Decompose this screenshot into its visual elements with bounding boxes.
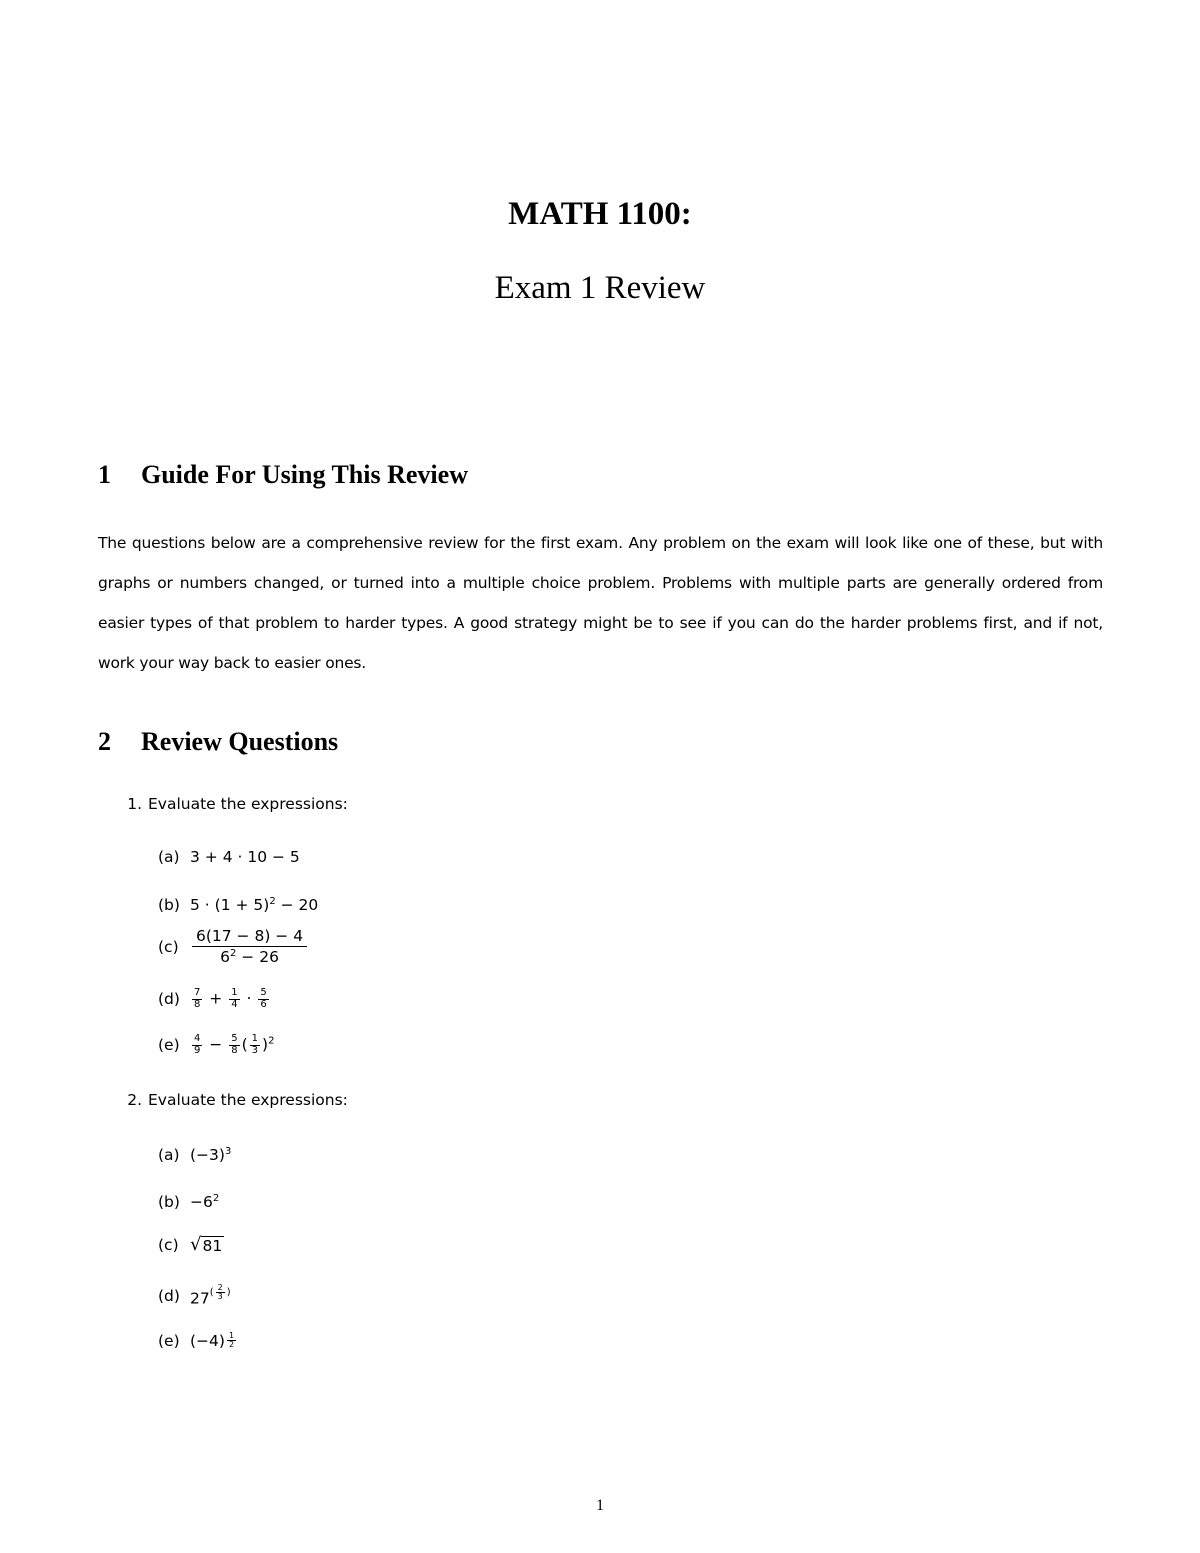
expression xyxy=(190,1034,274,1056)
numerator: 1 xyxy=(228,1331,235,1340)
part-label: (e) xyxy=(158,1332,180,1350)
numerator: 1 xyxy=(231,987,238,998)
close-paren: ) xyxy=(262,1035,269,1054)
section-heading-guide xyxy=(98,460,468,490)
exponent: 2 xyxy=(269,896,276,907)
denominator: 3 xyxy=(217,1292,223,1302)
denominator-base: 6 xyxy=(220,948,230,967)
expression xyxy=(190,988,271,1010)
expression xyxy=(190,896,318,914)
denominator: 3 xyxy=(251,1044,259,1056)
expression-base: −6 xyxy=(190,1193,213,1211)
expression xyxy=(190,1146,231,1164)
fraction xyxy=(216,1284,225,1302)
part-label: (b) xyxy=(158,1193,180,1211)
document-subtitle: Exam 1 Review xyxy=(494,270,706,306)
numerator: 7 xyxy=(194,987,201,998)
expression-base: 5 · (1 + 5) xyxy=(190,896,270,914)
exponent xyxy=(210,1284,231,1302)
denominator: 6 xyxy=(260,998,267,1010)
exponent: 2 xyxy=(230,948,237,960)
open-paren: ( xyxy=(241,1035,248,1054)
section-number: 1 xyxy=(98,460,111,489)
denominator-rest: − 26 xyxy=(236,948,279,967)
fraction-expression xyxy=(192,928,307,966)
section-title: Guide For Using This Review xyxy=(141,460,468,489)
open-paren: ( xyxy=(209,1287,214,1299)
question-2-part-b xyxy=(158,1193,219,1211)
operator: − xyxy=(204,1035,228,1054)
radicand: 81 xyxy=(202,1237,223,1255)
numerator: 4 xyxy=(194,1033,201,1044)
expression xyxy=(190,1193,219,1211)
exponent: 2 xyxy=(212,1193,220,1204)
section-heading-review-questions xyxy=(98,727,338,757)
expression xyxy=(190,1284,231,1307)
expression xyxy=(190,1332,238,1350)
part-label: (d) xyxy=(158,990,180,1008)
exponent-fraction xyxy=(227,1332,236,1350)
part-label: (e) xyxy=(158,1036,180,1054)
fraction xyxy=(229,988,239,1010)
question-2-part-d xyxy=(158,1284,231,1307)
denominator: 8 xyxy=(194,998,201,1010)
part-label: (b) xyxy=(158,896,180,914)
question-2-part-a xyxy=(158,1146,231,1164)
question-1-part-b xyxy=(158,896,318,914)
square-root-expression xyxy=(190,1236,224,1254)
expression-base: 27 xyxy=(190,1289,210,1308)
numerator: 1 xyxy=(251,1033,259,1044)
expression-rest: − 20 xyxy=(275,896,319,914)
question-1-prompt xyxy=(116,795,348,813)
operator: · xyxy=(241,989,257,1008)
part-label: (c) xyxy=(158,937,179,956)
fraction xyxy=(192,988,202,1010)
denominator: 4 xyxy=(231,998,238,1010)
question-1-part-d xyxy=(158,988,271,1010)
denominator xyxy=(216,947,283,965)
fraction xyxy=(250,1034,260,1056)
denominator: 9 xyxy=(194,1044,201,1056)
document-title: MATH 1100: xyxy=(508,196,692,232)
numerator: 5 xyxy=(231,1033,238,1044)
part-label: (a) xyxy=(158,848,180,866)
expression-base: (−3) xyxy=(190,1146,225,1164)
question-1-part-e xyxy=(158,1034,274,1056)
question-1-part-c xyxy=(158,928,309,966)
guide-paragraph: The questions below are a comprehensive review for the first exam. Any problem on the exam will look like one of these, but with graphs or numbers changed, or turned into a multiple choice problem. Problems with multiple parts are generally ordered from easier types of that problem to harder types. A good strategy might be to see if you can do the harder problems first, and if not, work your way back to easier ones. xyxy=(98,534,1103,672)
close-paren: ) xyxy=(226,1287,231,1299)
question-1-part-a xyxy=(158,848,300,866)
question-text: Evaluate the expressions: xyxy=(148,795,348,813)
operator: + xyxy=(204,989,228,1008)
numerator: 6(17 − 8) − 4 xyxy=(192,928,307,947)
radical-sign: √ xyxy=(190,1234,202,1256)
page-number: 1 xyxy=(596,1497,604,1514)
fraction xyxy=(258,988,268,1010)
question-number: 2. xyxy=(127,1091,142,1109)
expression: 3 + 4 · 10 − 5 xyxy=(190,848,300,866)
section-number: 2 xyxy=(98,727,111,756)
numerator: 5 xyxy=(260,987,267,998)
fraction xyxy=(229,1034,239,1056)
part-label: (c) xyxy=(158,1236,179,1255)
denominator: 2 xyxy=(228,1340,235,1350)
section-title: Review Questions xyxy=(141,727,339,756)
expression-base: (−4) xyxy=(190,1332,225,1350)
fraction xyxy=(192,1034,202,1056)
question-2-part-c xyxy=(158,1236,224,1254)
part-label: (a) xyxy=(158,1146,180,1164)
part-label: (d) xyxy=(158,1286,180,1305)
question-text: Evaluate the expressions: xyxy=(148,1091,348,1109)
exponent: 2 xyxy=(268,1035,275,1047)
exponent: 3 xyxy=(224,1146,232,1157)
question-number: 1. xyxy=(127,795,142,813)
denominator: 8 xyxy=(231,1044,238,1056)
question-2-prompt xyxy=(116,1091,348,1109)
question-2-part-e xyxy=(158,1332,238,1350)
numerator: 2 xyxy=(217,1283,223,1292)
